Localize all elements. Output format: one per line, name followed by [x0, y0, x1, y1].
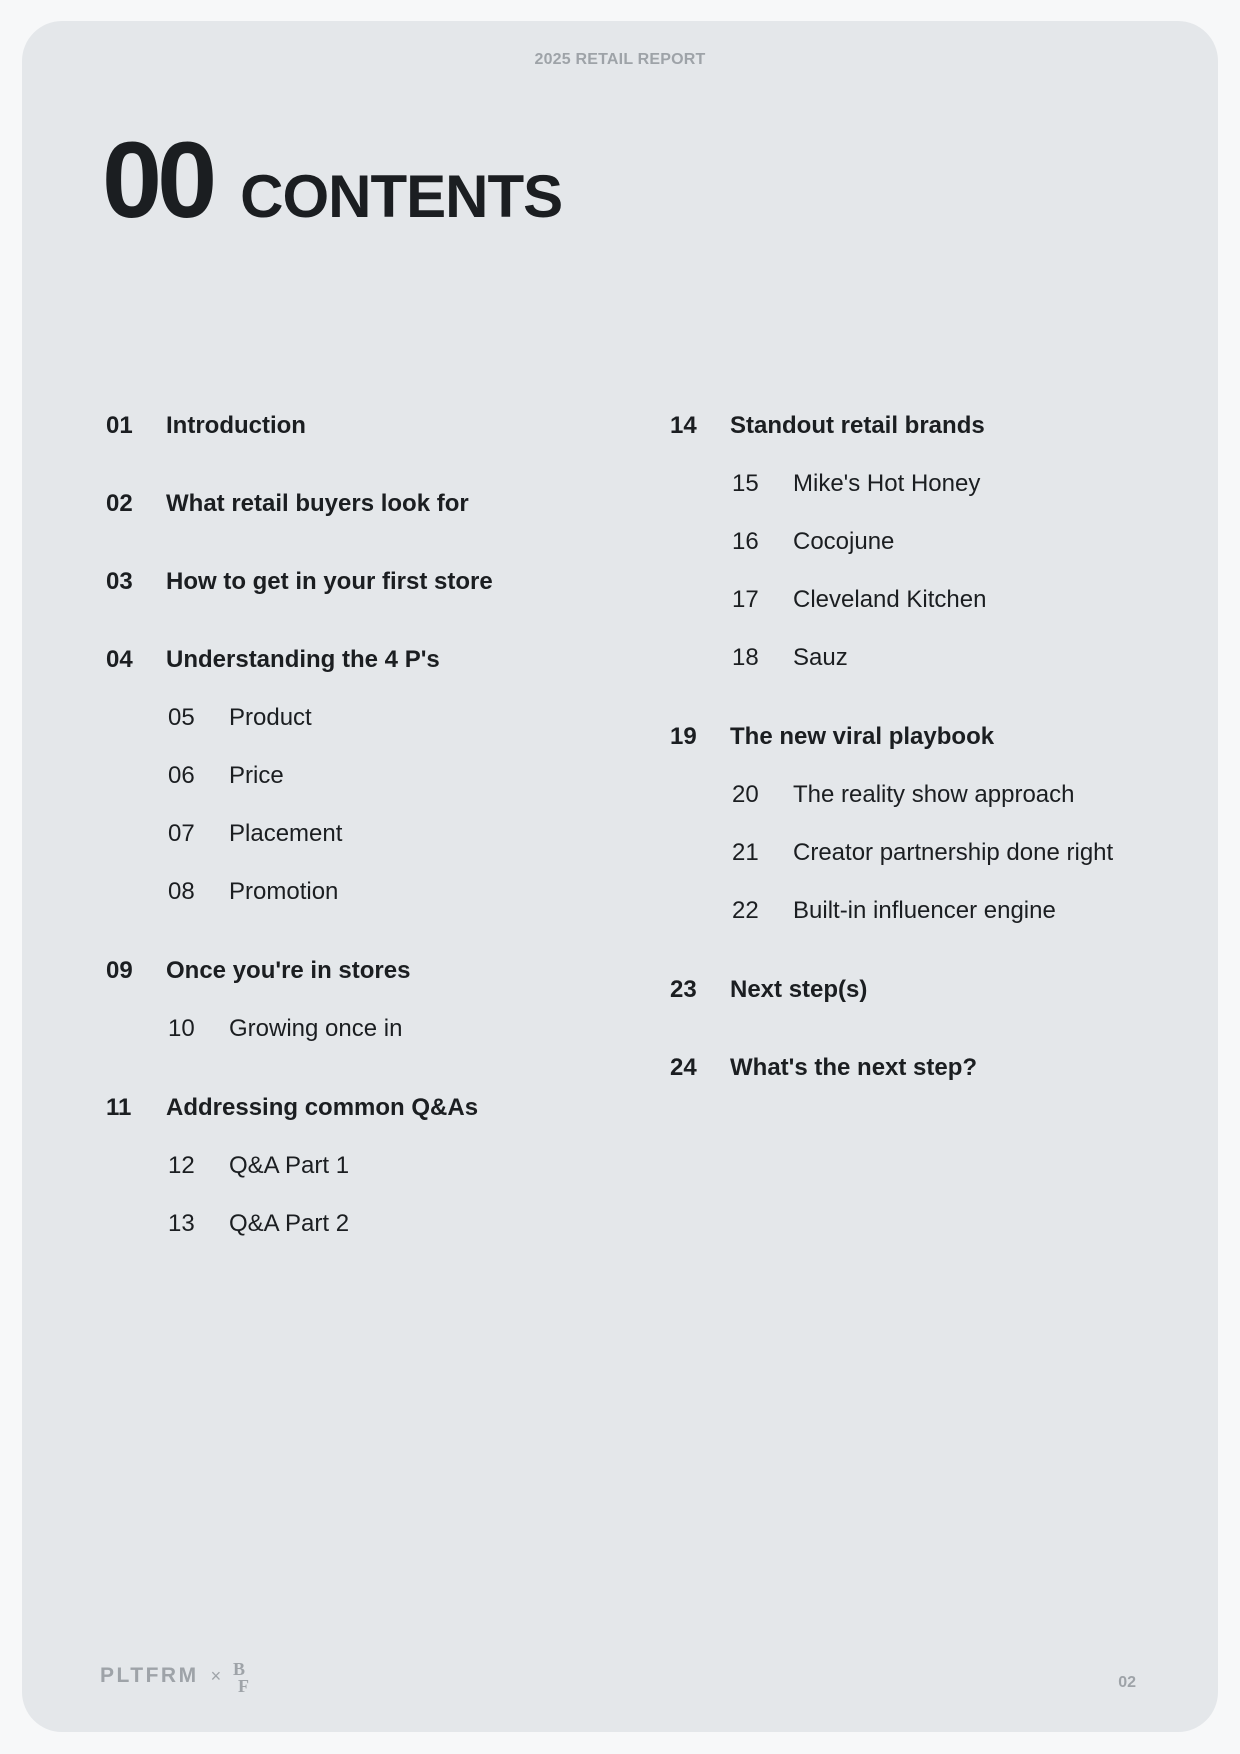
toc-subentry[interactable] [168, 872, 626, 912]
toc-subentry-number: 15 [732, 470, 759, 497]
toc-subentry-number: 20 [732, 781, 759, 808]
toc-subentry-label: Cleveland Kitchen [793, 586, 987, 613]
toc-subentry-number: 07 [168, 820, 195, 847]
toc-entry-label: Introduction [166, 412, 306, 439]
toc-subentry[interactable] [168, 698, 626, 738]
toc-subentry-label: Q&A Part 1 [229, 1152, 350, 1179]
toc-entry-number: 04 [106, 646, 133, 673]
toc-subentry[interactable] [732, 638, 1190, 678]
toc-right-column [670, 406, 1190, 1088]
toc-entry-number: 03 [106, 568, 133, 595]
toc-subentry-label: Cocojune [793, 528, 895, 555]
heading-number: 00 [102, 119, 213, 240]
toc-entry-number: 01 [106, 412, 133, 439]
toc-entry[interactable] [106, 1088, 626, 1128]
toc-subentry-label: Built-in influencer engine [793, 897, 1056, 924]
toc-entry-number: 11 [106, 1094, 132, 1121]
toc-subentry-number: 05 [168, 704, 195, 731]
toc-entry-number: 14 [670, 412, 697, 439]
toc-subentry[interactable] [732, 580, 1190, 620]
toc-entry[interactable] [670, 1048, 1190, 1088]
toc-entry[interactable] [106, 406, 626, 446]
toc-entry-number: 23 [670, 976, 697, 1003]
toc-entry-label: Understanding the 4 P's [166, 646, 440, 673]
toc-subentry-label: Growing once in [229, 1015, 403, 1042]
toc-subentry-label: Product [229, 704, 312, 731]
toc-subentry-label: Promotion [229, 878, 339, 905]
toc-entry-number: 24 [670, 1054, 697, 1081]
toc-subentry[interactable] [732, 464, 1190, 504]
toc-entry-number: 02 [106, 490, 133, 517]
toc-entry-label: Once you're in stores [166, 957, 411, 984]
toc-entry[interactable] [106, 484, 626, 524]
toc-subentry-number: 10 [168, 1015, 195, 1042]
toc-entry[interactable] [106, 951, 626, 991]
toc-entry-label: What retail buyers look for [166, 490, 469, 517]
toc-subentry[interactable] [168, 1146, 626, 1186]
svg-text:B: B [233, 1659, 246, 1679]
toc-subentry-number: 08 [168, 878, 195, 905]
toc-entry[interactable] [106, 562, 626, 602]
toc-subentry-number: 21 [732, 839, 759, 866]
toc-entry[interactable] [670, 970, 1190, 1010]
toc-subentry-number: 22 [732, 897, 759, 924]
toc-entry-number: 19 [670, 723, 697, 750]
toc-subentry[interactable] [732, 891, 1190, 931]
toc-subentry-number: 17 [732, 586, 759, 613]
toc-entry[interactable] [106, 640, 626, 680]
svg-text:F: F [238, 1676, 250, 1694]
pltfrm-logo: PLTFRM [100, 1664, 199, 1687]
toc-subentry-number: 18 [732, 644, 759, 671]
toc-subentry-label: Price [229, 762, 284, 789]
toc-entry-label: The new viral playbook [730, 723, 995, 750]
footer-logo [100, 1658, 255, 1694]
toc-subentry[interactable] [168, 756, 626, 796]
toc-entry-label: What's the next step? [730, 1054, 978, 1081]
toc-subentry-label: Q&A Part 2 [229, 1210, 350, 1237]
toc-entry-label: Next step(s) [730, 976, 868, 1003]
toc-subentry[interactable] [732, 522, 1190, 562]
separator: × [210, 1665, 222, 1686]
toc-subentry-label: Creator partnership done right [793, 839, 1114, 866]
toc-subentry-number: 06 [168, 762, 195, 789]
toc-subentry-number: 16 [732, 528, 759, 555]
toc-entry[interactable] [670, 406, 1190, 446]
toc-subentry-label: Mike's Hot Honey [793, 470, 981, 497]
toc-subentry[interactable] [168, 1204, 626, 1244]
toc-subentry-number: 13 [168, 1210, 195, 1237]
page-heading [102, 119, 563, 240]
toc-subentry[interactable] [168, 814, 626, 854]
page-number: 02 [1118, 1674, 1136, 1691]
toc-subentry[interactable] [732, 833, 1190, 873]
toc-subentry-number: 12 [168, 1152, 195, 1179]
toc-subentry[interactable] [732, 775, 1190, 815]
toc-subentry-label: The reality show approach [793, 781, 1075, 808]
toc-subentry-label: Sauz [793, 644, 848, 671]
toc-entry-label: Addressing common Q&As [166, 1094, 479, 1121]
document-page [22, 21, 1218, 1732]
heading-title: CONTENTS [240, 163, 563, 230]
toc-entry[interactable] [670, 717, 1190, 757]
toc-left-column [106, 406, 626, 1244]
report-label: 2025 RETAIL REPORT [534, 51, 706, 68]
toc-subentry[interactable] [168, 1009, 626, 1049]
toc-entry-label: How to get in your first store [166, 568, 493, 595]
toc-subentry-label: Placement [229, 820, 343, 847]
toc-entry-number: 09 [106, 957, 133, 984]
bf-monogram-icon [231, 1658, 255, 1694]
toc-entry-label: Standout retail brands [730, 412, 985, 439]
